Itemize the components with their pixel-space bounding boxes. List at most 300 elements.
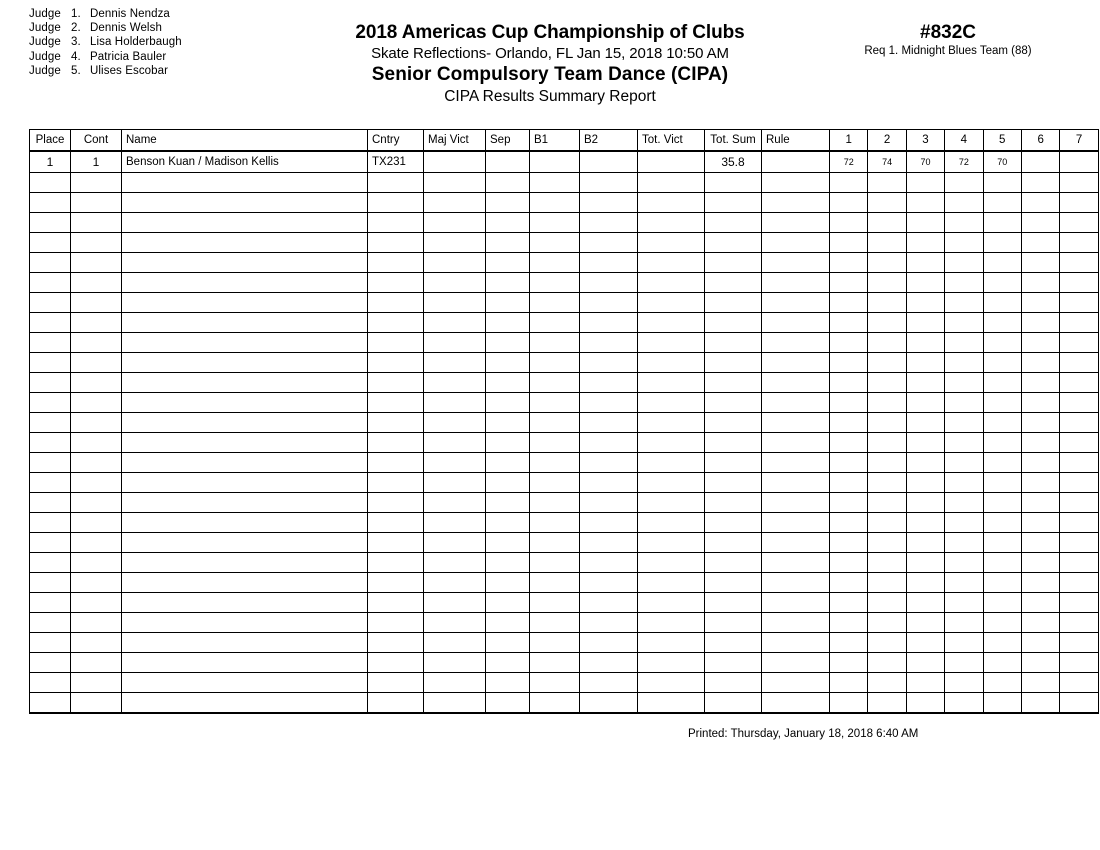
cell-empty [486,613,530,633]
cell-empty [638,353,705,373]
cell-empty [638,593,705,613]
cell-empty [705,313,762,333]
table-row-empty [30,513,1099,533]
cell-empty [580,193,638,213]
cell-empty [71,573,122,593]
cell-judge-score-2: 74 [868,151,906,173]
cell-empty [906,513,944,533]
cell-empty [906,653,944,673]
cell-empty [1021,473,1059,493]
cell-b2 [580,151,638,173]
cell-empty [580,453,638,473]
cell-rule [762,151,830,173]
cell-empty [30,173,71,193]
table-row-empty [30,333,1099,353]
cell-empty [868,253,906,273]
cell-empty [580,673,638,693]
cell-empty [906,673,944,693]
cell-empty [30,533,71,553]
cell-empty [1060,433,1098,453]
cell-empty [983,433,1021,453]
cell-empty [122,613,368,633]
cell-empty [945,173,983,193]
cell-empty [530,573,580,593]
cell-empty [71,653,122,673]
cell-empty [705,453,762,473]
cell-empty [638,573,705,593]
cell-empty [1060,233,1098,253]
cell-empty [486,313,530,333]
cell-empty [368,573,424,593]
table-row-empty [30,213,1099,233]
cell-empty [530,273,580,293]
table-row-empty [30,413,1099,433]
cell-majvict [424,151,486,173]
cell-empty [368,673,424,693]
cell-empty [122,453,368,473]
table-row-empty [30,233,1099,253]
cell-empty [530,493,580,513]
cell-empty [122,413,368,433]
cell-empty [530,373,580,393]
cell-empty [945,393,983,413]
cell-empty [705,273,762,293]
cell-empty [486,553,530,573]
cell-empty [122,313,368,333]
column-header-totsum: Tot. Sum [705,130,762,152]
cell-empty [486,673,530,693]
cell-empty [424,393,486,413]
cell-empty [762,213,830,233]
cell-empty [30,373,71,393]
cell-empty [638,473,705,493]
cell-totsum: 35.8 [705,151,762,173]
cell-empty [1021,453,1059,473]
cell-empty [983,633,1021,653]
table-row-empty [30,553,1099,573]
cell-empty [830,433,868,453]
cell-empty [906,413,944,433]
table-row-empty [30,193,1099,213]
cell-empty [530,593,580,613]
column-header-cont: Cont [71,130,122,152]
cell-empty [122,493,368,513]
cell-empty [705,233,762,253]
cell-empty [530,413,580,433]
cell-empty [945,313,983,333]
cell-empty [983,413,1021,433]
cell-empty [71,593,122,613]
cell-empty [830,373,868,393]
cell-empty [868,673,906,693]
cell-empty [30,233,71,253]
cell-empty [71,473,122,493]
cell-empty [762,473,830,493]
cell-empty [1060,693,1098,714]
cell-empty [1021,673,1059,693]
cell-empty [486,213,530,233]
cell-empty [906,693,944,714]
cell-empty [1060,613,1098,633]
cell-empty [830,273,868,293]
cell-empty [122,513,368,533]
cell-empty [424,673,486,693]
cell-empty [530,613,580,633]
judge-entry [29,7,329,21]
cell-empty [30,433,71,453]
cell-empty [1021,653,1059,673]
cell-empty [705,653,762,673]
table-row-empty [30,453,1099,473]
cell-judge-score-6 [1021,151,1059,173]
cell-empty [868,233,906,253]
cell-empty [71,393,122,413]
cell-empty [424,453,486,473]
cell-empty [705,333,762,353]
cell-empty [30,673,71,693]
cell-empty [71,293,122,313]
cell-empty [30,473,71,493]
table-row-empty [30,613,1099,633]
cell-empty [1060,313,1098,333]
table-row-empty [30,693,1099,714]
cell-empty [983,573,1021,593]
cell-empty [638,213,705,233]
cell-empty [1021,233,1059,253]
cell-empty [1021,393,1059,413]
cell-empty [762,573,830,593]
cell-empty [868,273,906,293]
cell-empty [30,353,71,373]
cell-empty [1021,433,1059,453]
cell-empty [945,573,983,593]
cell-empty [486,393,530,413]
cell-empty [705,553,762,573]
cell-judge-score-3: 70 [906,151,944,173]
cell-empty [762,273,830,293]
cell-empty [580,493,638,513]
cell-empty [983,253,1021,273]
table-row-empty [30,353,1099,373]
cell-empty [71,453,122,473]
cell-empty [705,253,762,273]
cell-empty [1060,353,1098,373]
cell-empty [580,513,638,533]
cell-empty [983,173,1021,193]
table-row [30,151,1099,173]
cell-empty [71,433,122,453]
column-header-sep: Sep [486,130,530,152]
cell-empty [983,373,1021,393]
cell-empty [705,213,762,233]
cell-empty [368,593,424,613]
cell-empty [122,293,368,313]
cell-empty [906,193,944,213]
cell-empty [830,693,868,714]
cell-empty [71,373,122,393]
cell-empty [424,553,486,573]
cell-empty [71,613,122,633]
cell-empty [906,493,944,513]
cell-empty [1021,413,1059,433]
cell-empty [1060,393,1098,413]
cell-empty [530,213,580,233]
cell-empty [638,533,705,553]
table-row-empty [30,393,1099,413]
cell-empty [945,553,983,573]
cell-empty [424,253,486,273]
cell-empty [945,233,983,253]
cell-empty [705,353,762,373]
cell-empty [71,253,122,273]
cell-empty [368,213,424,233]
table-header-row [30,130,1099,152]
cell-empty [705,693,762,714]
cell-empty [30,593,71,613]
cell-empty [122,273,368,293]
cell-empty [30,293,71,313]
judge-name: Dennis Nendza [90,8,170,20]
cell-empty [906,313,944,333]
cell-empty [1060,293,1098,313]
cell-empty [705,413,762,433]
cell-empty [762,253,830,273]
cell-empty [906,393,944,413]
cell-empty [762,433,830,453]
cell-empty [486,573,530,593]
cell-empty [122,673,368,693]
cell-empty [486,513,530,533]
judge-label: Judge [29,22,61,35]
cell-empty [830,313,868,333]
cell-empty [424,293,486,313]
cell-empty [705,573,762,593]
cell-empty [762,393,830,413]
cell-empty [30,693,71,714]
table-row-empty [30,253,1099,273]
table-row-empty [30,593,1099,613]
cell-empty [945,193,983,213]
cell-empty [122,633,368,653]
cell-empty [1060,253,1098,273]
cell-empty [983,213,1021,233]
cell-empty [580,613,638,633]
cell-empty [705,593,762,613]
cell-empty [424,633,486,653]
cell-b1 [530,151,580,173]
printed-footer [688,728,918,740]
cell-empty [368,453,424,473]
table-row-empty [30,373,1099,393]
cell-empty [71,233,122,253]
cell-empty [868,693,906,714]
cell-empty [638,633,705,653]
cell-empty [122,353,368,373]
cell-sep [486,151,530,173]
cell-empty [1060,653,1098,673]
judge-number: 4. [71,50,81,63]
cell-empty [1021,353,1059,373]
cell-empty [530,313,580,333]
column-header-name: Name [122,130,368,152]
cell-empty [424,173,486,193]
cell-cntry: TX231 [368,151,424,173]
cell-empty [830,293,868,313]
cell-empty [983,333,1021,353]
cell-empty [368,373,424,393]
cell-empty [530,253,580,273]
cell-empty [122,573,368,593]
cell-empty [122,433,368,453]
cell-empty [945,593,983,613]
cell-empty [368,313,424,333]
cell-empty [830,173,868,193]
cell-empty [906,553,944,573]
cell-empty [638,693,705,714]
cell-empty [830,453,868,473]
cell-empty [945,373,983,393]
table-row-empty [30,313,1099,333]
cell-empty [638,613,705,633]
cell-empty [762,353,830,373]
cell-empty [906,533,944,553]
cell-empty [868,373,906,393]
cell-empty [580,233,638,253]
judge-label: Judge [29,64,61,77]
cell-judge-score-5: 70 [983,151,1021,173]
cell-empty [1021,593,1059,613]
cell-empty [530,433,580,453]
report-title-block [230,22,870,107]
cell-empty [71,353,122,373]
cell-empty [945,473,983,493]
cell-empty [530,393,580,413]
cell-empty [983,453,1021,473]
cell-empty [638,273,705,293]
cell-empty [906,593,944,613]
cell-empty [71,693,122,714]
judge-name: Ulises Escobar [90,64,169,77]
cell-empty [983,313,1021,333]
cell-empty [945,693,983,714]
cell-empty [945,673,983,693]
cell-empty [486,473,530,493]
event-number-block [818,22,1078,59]
cell-empty [368,233,424,253]
cell-empty [30,273,71,293]
cell-empty [705,533,762,553]
cell-empty [1060,273,1098,293]
cell-empty [368,253,424,273]
cell-empty [30,573,71,593]
cell-empty [1021,533,1059,553]
cell-empty [71,333,122,353]
cell-empty [830,393,868,413]
cell-empty [580,653,638,673]
cell-empty [868,453,906,473]
cell-empty [762,333,830,353]
cell-empty [530,173,580,193]
cell-empty [530,233,580,253]
column-header-judge-2: 2 [868,130,906,152]
cell-empty [71,173,122,193]
cell-empty [424,473,486,493]
cell-empty [638,673,705,693]
cell-empty [122,173,368,193]
cell-empty [705,473,762,493]
cell-place: 1 [30,151,71,173]
cell-empty [580,473,638,493]
cell-empty [638,173,705,193]
cell-empty [530,513,580,533]
venue-datetime: Skate Reflections- Orlando, FL Jan 15, 2018 10:50 AM [371,45,729,62]
cell-empty [945,353,983,373]
cell-empty [122,193,368,213]
cell-empty [762,653,830,673]
cell-empty [945,433,983,453]
cell-empty [486,373,530,393]
cell-empty [1060,473,1098,493]
cell-empty [1021,293,1059,313]
cell-empty [705,633,762,653]
cell-empty [71,413,122,433]
cell-empty [762,313,830,333]
cell-empty [705,613,762,633]
cell-empty [830,513,868,533]
cell-empty [638,453,705,473]
cell-empty [1060,633,1098,653]
table-row-empty [30,293,1099,313]
cell-empty [983,673,1021,693]
cell-empty [424,273,486,293]
judge-label: Judge [29,36,61,49]
column-header-rule: Rule [762,130,830,152]
cell-empty [580,553,638,573]
cell-empty [30,553,71,573]
cell-empty [868,413,906,433]
cell-empty [424,413,486,433]
cell-empty [368,433,424,453]
cell-empty [530,673,580,693]
cell-empty [486,533,530,553]
cell-empty [486,253,530,273]
column-header-majvict: Maj Vict [424,130,486,152]
cell-name: Benson Kuan / Madison Kellis [122,151,368,173]
table-row-empty [30,273,1099,293]
column-header-judge-6: 6 [1021,130,1059,152]
cell-empty [638,233,705,253]
cell-empty [486,333,530,353]
table-row-empty [30,573,1099,593]
cell-empty [530,333,580,353]
cell-empty [1021,213,1059,233]
cell-empty [424,213,486,233]
cell-empty [762,633,830,653]
cell-empty [983,693,1021,714]
results-table [29,129,1099,714]
cell-empty [906,253,944,273]
cell-empty [368,193,424,213]
cell-empty [530,633,580,653]
cell-empty [368,393,424,413]
cell-empty [1021,693,1059,714]
cell-empty [1060,593,1098,613]
cell-empty [762,593,830,613]
cell-empty [368,693,424,714]
cell-empty [830,633,868,653]
cell-judge-score-7 [1060,151,1098,173]
cell-empty [122,473,368,493]
